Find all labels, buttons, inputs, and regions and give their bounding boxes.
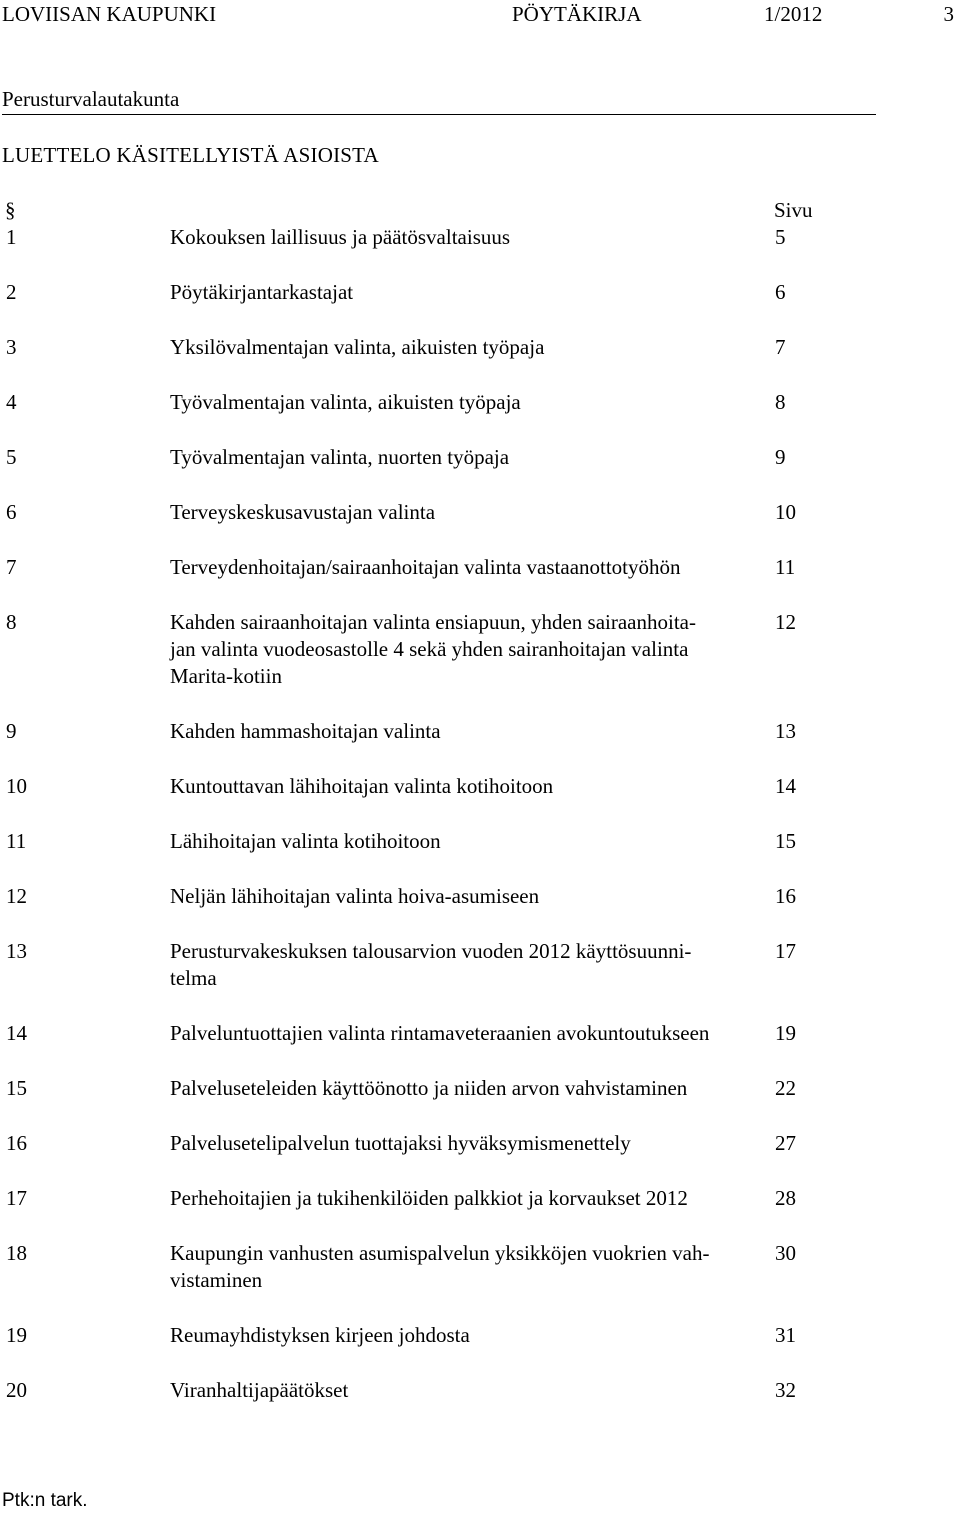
item-number: 15 (6, 1076, 27, 1100)
item-title: Terveyskeskusavustajan valinta (170, 500, 436, 524)
item-page-number: 16 (775, 884, 796, 908)
item-page-number: 30 (775, 1241, 796, 1265)
footer-initials-label: Ptk:n tark. (2, 1490, 88, 1511)
item-title: Terveydenhoitajan/sairaanhoitajan valinta vastaanottotyöhön (170, 555, 681, 579)
item-page-number: 17 (775, 939, 796, 963)
item-title: Palvelusetelipalvelun tuottajaksi hyväksymismenettely (170, 1131, 631, 1155)
item-number: 20 (6, 1378, 27, 1402)
item-number: 18 (6, 1241, 27, 1265)
item-title: Työvalmentajan valinta, aikuisten työpaja (170, 390, 521, 414)
item-number: 11 (6, 829, 27, 853)
item-page-number: 31 (775, 1323, 796, 1347)
item-page-number: 19 (775, 1021, 796, 1045)
item-title: Työvalmentajan valinta, nuorten työpaja (170, 445, 510, 469)
column-headers (0, 196, 960, 226)
item-title: Kahden hammashoitajan valinta (170, 719, 441, 743)
item-number: 5 (6, 445, 17, 469)
page-header (0, 0, 960, 30)
item-number: 10 (6, 774, 27, 798)
page-column-header: Sivu (774, 198, 813, 222)
item-number: 13 (6, 939, 27, 963)
item-title: Yksilövalmentajan valinta, aikuisten työpaja (170, 335, 545, 359)
item-page-number: 28 (775, 1186, 796, 1210)
item-title: Palveluntuottajien valinta rintamaveteraanien avokuntoutukseen (170, 1021, 710, 1045)
item-title: Kaupungin vanhusten asumispalvelun yksikköjen vuokrien vah- vistaminen (170, 1241, 710, 1292)
item-title: Reumayhdistyksen kirjeen johdosta (170, 1323, 470, 1347)
item-page-number: 22 (775, 1076, 796, 1100)
item-title: Neljän lähihoitajan valinta hoiva-asumiseen (170, 884, 540, 908)
item-page-number: 12 (775, 610, 796, 634)
item-number: 6 (6, 500, 17, 524)
item-title: Perusturvakeskuksen talousarvion vuoden 2012 käyttösuunni- telma (170, 939, 692, 990)
item-page-number: 32 (775, 1378, 796, 1402)
item-number: 9 (6, 719, 17, 743)
item-title: Kahden sairaanhoitajan valinta ensiapuun, yhden sairaanhoita- jan valinta vuodeosastolle 4 sekä yhden sairanhoitajan valinta Marita-kotiin (170, 610, 696, 688)
item-page-number: 11 (775, 555, 796, 579)
item-title: Palveluseteleiden käyttöönotto ja niiden arvon vahvistaminen (170, 1076, 688, 1100)
item-page-number: 5 (775, 225, 786, 249)
item-page-number: 14 (775, 774, 796, 798)
item-page-number: 13 (775, 719, 796, 743)
item-page-number: 15 (775, 829, 796, 853)
document-number: 1/2012 (764, 2, 823, 26)
item-title: Viranhaltijapäätökset (170, 1378, 349, 1402)
item-title: Perhehoitajien ja tukihenkilöiden palkkiot ja korvaukset 2012 (170, 1186, 688, 1210)
page-number: 3 (943, 2, 954, 26)
committee-name: Perusturvalautakunta (2, 85, 876, 115)
item-number: 16 (6, 1131, 27, 1155)
item-title: Kuntouttavan lähihoitajan valinta kotihoitoon (170, 774, 554, 798)
section-sign-header: § (5, 198, 16, 222)
item-title: Lähihoitajan valinta kotihoitoon (170, 829, 441, 853)
item-number: 4 (6, 390, 17, 414)
item-page-number: 6 (775, 280, 786, 304)
item-page-number: 27 (775, 1131, 796, 1155)
item-number: 1 (6, 225, 17, 249)
item-number: 3 (6, 335, 17, 359)
item-number: 17 (6, 1186, 27, 1210)
item-page-number: 10 (775, 500, 796, 524)
item-number: 7 (6, 555, 17, 579)
list-title: LUETTELO KÄSITELLYISTÄ ASIOISTA (2, 143, 379, 167)
item-title: Pöytäkirjantarkastajat (170, 280, 354, 304)
item-number: 12 (6, 884, 27, 908)
item-title: Kokouksen laillisuus ja päätösvaltaisuus (170, 225, 511, 249)
item-page-number: 9 (775, 445, 786, 469)
organization-name: LOVIISAN KAUPUNKI (2, 2, 217, 26)
item-page-number: 8 (775, 390, 786, 414)
item-number: 2 (6, 280, 17, 304)
document-type: PÖYTÄKIRJA (512, 2, 642, 26)
item-number: 19 (6, 1323, 27, 1347)
item-number: 14 (6, 1021, 27, 1045)
item-number: 8 (6, 610, 17, 634)
item-page-number: 7 (775, 335, 786, 359)
